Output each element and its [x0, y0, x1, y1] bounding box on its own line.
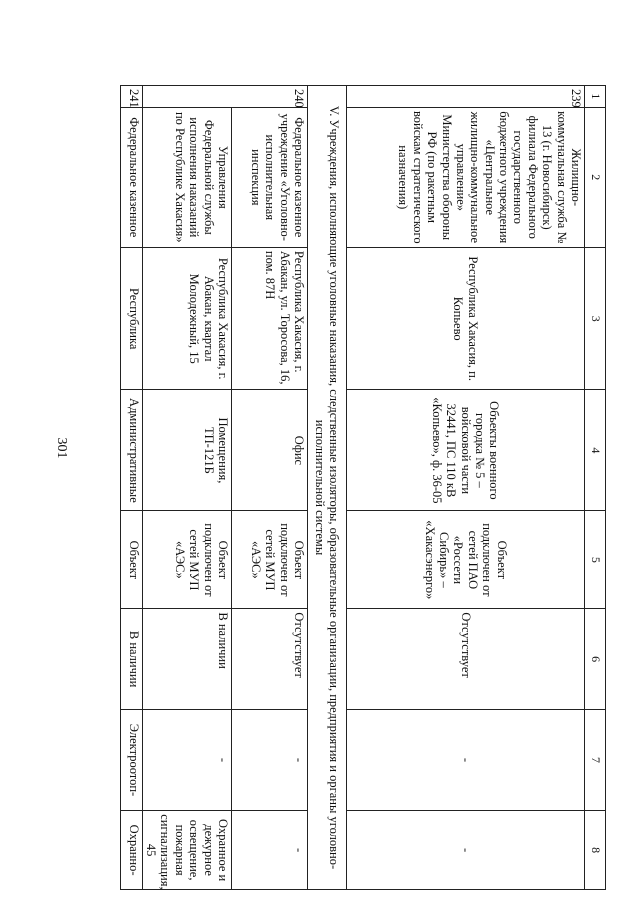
security: -: [347, 811, 585, 890]
col-header: 4: [585, 390, 606, 511]
address: Республика Хакасия, г. Абакан, квартал Молодежный, 15: [142, 247, 231, 390]
heating: -: [232, 709, 308, 810]
section-heading-row: [308, 86, 347, 890]
table-row: [120, 86, 142, 890]
data-table: [120, 85, 606, 890]
power-source: Объект подключен от сетей ПАО «Россети Сибирь» – «Хакасэнерго»: [347, 511, 585, 609]
row-number: 241: [120, 86, 142, 108]
column-number-row: [585, 86, 606, 890]
table-row: [347, 86, 585, 890]
section-title: V. Учреждения, исполняющие уголовные наказания, следственные изоляторы, образовательные организации, предприятия и органы уголовно-исполнительной системы: [308, 86, 347, 890]
col-header: 3: [585, 247, 606, 390]
col-header: 6: [585, 609, 606, 709]
heating: -: [142, 709, 231, 810]
reserve-power: В наличии: [120, 609, 142, 709]
power-source: Объект: [120, 511, 142, 609]
address: Республика Хакасия, п. Копьево: [347, 247, 585, 390]
object: Помещения, ТП-121Б: [142, 390, 231, 511]
security: Охранное и дежурное освещение, пожарная сигнализация, 45: [142, 811, 231, 890]
reserve-power: В наличии: [142, 609, 231, 709]
reserve-power: Отсутствует: [232, 609, 308, 709]
object: Административные: [120, 390, 142, 511]
org-name: Управления Федеральной службы исполнения наказаний по Республике Хакасия»: [142, 107, 231, 247]
col-header: 1: [585, 86, 606, 108]
security: -: [232, 811, 308, 890]
col-header: 2: [585, 107, 606, 247]
row-number: 239: [347, 86, 585, 108]
row-number: 240: [142, 86, 307, 108]
col-header: 8: [585, 811, 606, 890]
org-name: Федеральное казенное учреждение «Уголовно-исполнительная инспекция: [232, 107, 308, 247]
org-name: Жилищно-коммунальная служба № 13 (г. Новосибирск) филиала Федерального государственного бюджетного учреждения «Центральное жилищно-коммунальное управление» Министерства обороны РФ (по ракетным войскам стратегического назначения): [347, 107, 585, 247]
org-name: Федеральное казенное: [120, 107, 142, 247]
power-source: Объект подключен от сетей МУП «АЭС»: [142, 511, 231, 609]
page-number: 301: [54, 437, 69, 459]
object: Офис: [232, 390, 308, 511]
security: Охранно-: [120, 811, 142, 890]
table-row: [142, 86, 231, 890]
address: Республика: [120, 247, 142, 390]
rotated-table-stage: [84, 85, 606, 890]
table-row: [232, 86, 308, 890]
power-source: Объект подключен от сетей МУП «АЭС»: [232, 511, 308, 609]
col-header: 7: [585, 709, 606, 810]
object: Объекты военного городка № 5 – войсковой части 32441, ПС 110 кВ «Копьево», ф. 36-05: [347, 390, 585, 511]
heating: -: [347, 709, 585, 810]
heating: Электроотоп-: [120, 709, 142, 810]
reserve-power: Отсутствует: [347, 609, 585, 709]
col-header: 5: [585, 511, 606, 609]
address: Республика Хакасия, г. Абакан, ул. Торосова, 16, пом. 87Н: [232, 247, 308, 390]
